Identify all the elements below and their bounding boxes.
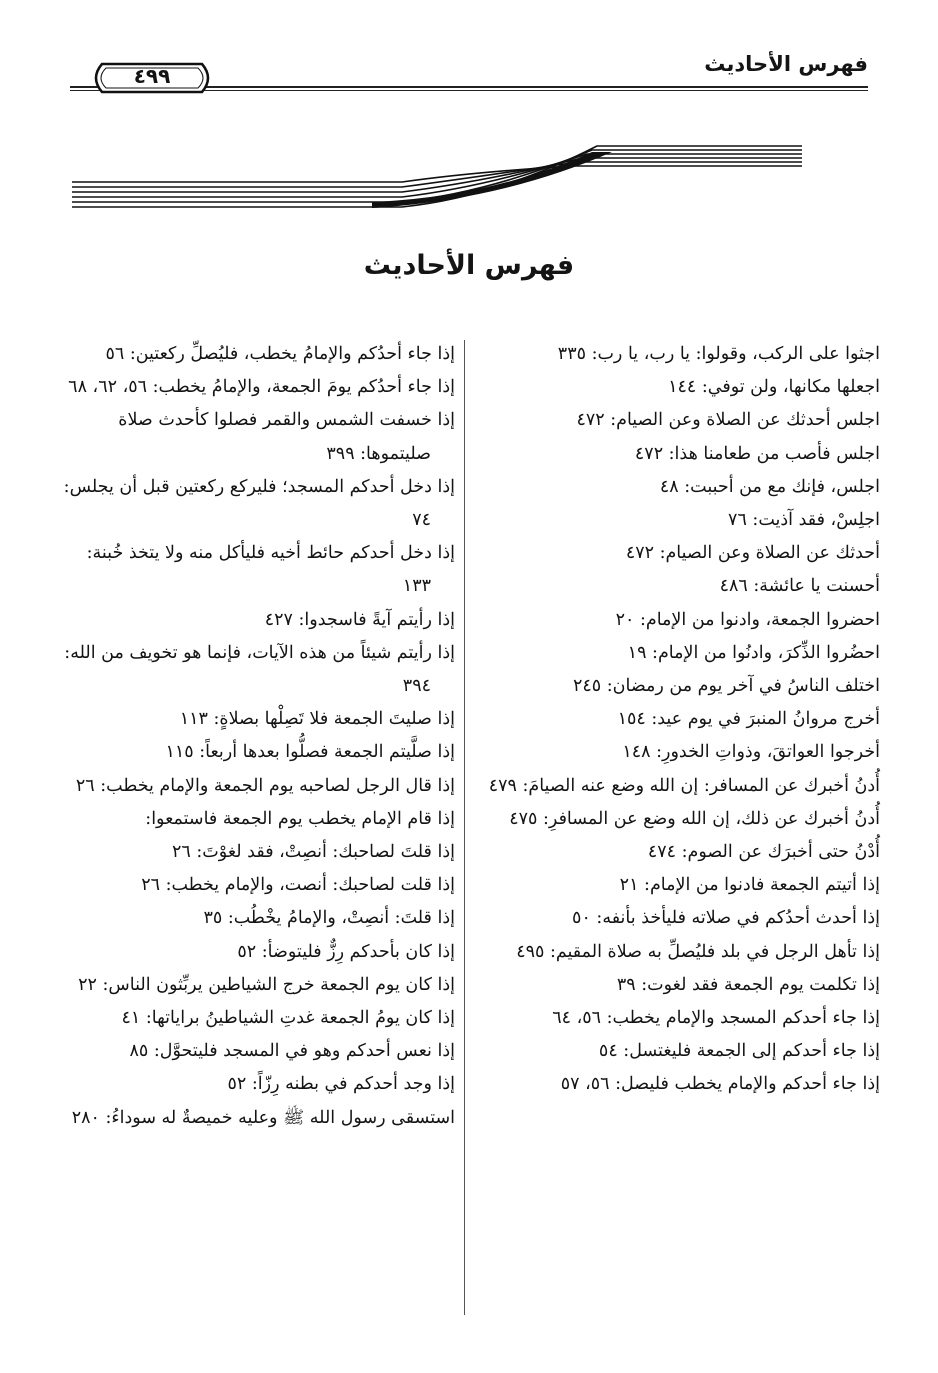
index-entry: إذا نعس أحدكم وهو في المسجد فليتحوَّل: ٨٥ — [129, 1041, 455, 1062]
index-entry: أحدثك عن الصلاة وعن الصيام: ٤٧٢ — [625, 543, 880, 564]
index-column-right — [480, 338, 880, 1102]
index-entry: إذا صليتَ الجمعة فلا تَصِلْها بصلاةٍ: ١١٣ — [179, 709, 455, 730]
page-title: فهرس الأحاديث — [363, 250, 575, 281]
index-entry: إذا جاء أحدكم إلى الجمعة فليغتسل: ٥٤ — [598, 1041, 880, 1062]
index-entry: إذا دخل أحدكم حائط أخيه فليأكل منه ولا يتخذ خُبنة: ١٣٣ — [86, 543, 455, 597]
index-entry: اختلف الناسُ في آخر يوم من رمضان: ٢٤٥ — [573, 676, 880, 697]
index-entry: إذا صلَّيتم الجمعة فصلُّوا بعدها أربعاً: ١١٥ — [165, 742, 455, 763]
page-number-frame — [82, 58, 222, 98]
index-entry: اجلِسْ، فقد آذيت: ٧٦ — [728, 510, 880, 531]
index-entry: إذا قلتَ: أنصِتْ، والإمامُ يخْطُب: ٣٥ — [203, 908, 455, 929]
index-entry: إذا كان يوم الجمعة خرج الشياطين يربِّثون الناس: ٢٢ — [78, 974, 455, 995]
index-entry: أُدنُ أخبرك عن المسافر: إن الله وضع عنه الصيامَ: ٤٧٩ — [488, 775, 880, 796]
index-entry: إذا قال الرجل لصاحبه يوم الجمعة والإمام يخطب: ٢٦ — [75, 775, 455, 796]
index-entry: اجلس أحدثك عن الصلاة وعن الصيام: ٤٧٢ — [576, 410, 880, 431]
index-entry: احضُروا الذِّكرَ، وادنُوا من الإمام: ١٩ — [627, 642, 880, 663]
index-entry: إذا خسفت الشمس والقمر فصلوا كأحدث صلاة صليتموها: ٣٩٩ — [118, 410, 455, 464]
column-divider — [464, 340, 465, 1315]
index-column-left — [55, 338, 455, 1135]
index-entry: اجثوا على الركب، وقولوا: يا رب، يا رب: ٣٣٥ — [557, 344, 880, 364]
index-entry: إذا قلتَ لصاحبك: أنصِتْ، فقد لغوْتَ: ٢٦ — [172, 842, 455, 863]
index-entry: استسقى رسول الله ﷺ وعليه خميصةٌ له سوداءُ: ٢٨٠ — [71, 1107, 455, 1128]
index-entry: إذا وجد أحدكم في بطنه رِزّاً: ٥٢ — [227, 1074, 455, 1095]
index-entry: اجعلها مكانها، ولن توفي: ١٤٤ — [668, 377, 880, 398]
index-entry: اجلس، فإنك مع من أحببت: ٤٨ — [659, 476, 880, 497]
index-entry: إذا جاء أحدكم المسجد والإمام يخطب: ٥٦، ٦٤ — [552, 1008, 880, 1029]
index-entry: إذا تأهل الرجل في بلد فليُصلِّ به صلاة المقيم: ٤٩٥ — [516, 941, 880, 962]
index-entry: إذا أحدث أحدُكم في صلاته فليأخذ بأنفه: ٥٠ — [572, 908, 880, 929]
index-entry: إذا دخل أحدكم المسجد؛ فليركع ركعتين قبل أن يجلس: ٧٤ — [63, 476, 455, 531]
index-entry: أحسنت يا عائشة: ٤٨٦ — [719, 576, 880, 597]
page-number: ٤٩٩ — [133, 64, 171, 88]
index-entry: إذا أتيتم الجمعة فادنوا من الإمام: ٢١ — [619, 875, 880, 896]
index-entry: إذا قام الإمام يخطب يوم الجمعة فاستمعوا: — [145, 808, 455, 829]
index-entry: إذا كان بأحدكم رِزٌّ فليتوضأ: ٥٢ — [237, 941, 455, 962]
index-entry: أُدْنُ حتى أخبرَك عن الصوم: ٤٧٤ — [647, 842, 880, 863]
index-entry: أُدنُ أخبرك عن ذلك، إن الله وضع عن المسافرِ: ٤٧٥ — [509, 808, 880, 829]
index-entry: إذا رأيتم آيةً فاسجدوا: ٤٢٧ — [264, 609, 455, 630]
index-entry: إذا رأيتم شيئاً من هذه الآيات، فإنما هو تخويف من الله: ٣٩٤ — [64, 642, 455, 697]
index-entry: إذا جاء أحدكم والإمام يخطب فليصل: ٥٦، ٥٧ — [560, 1074, 880, 1095]
index-entry: إذا كان يومُ الجمعة غدتِ الشياطينُ براياتها: ٤١ — [121, 1008, 455, 1029]
index-entry: إذا جاء أحدُكم والإمامُ يخطب، فليُصلِّ ركعتين: ٥٦ — [105, 344, 455, 364]
index-entry: أخرج مروانُ المنبرَ في يوم عيد: ١٥٤ — [617, 709, 880, 730]
index-entry: إذا جاء أحدُكم يومَ الجمعة، والإمامُ يخطب: ٥٦، ٦٢، ٦٨ — [68, 377, 455, 398]
index-entry: أخرجوا العواتقَ، وذواتِ الخدورِ: ١٤٨ — [622, 742, 880, 763]
decorative-ornament — [72, 142, 872, 212]
index-entry: اجلس فأصب من طعامنا هذا: ٤٧٢ — [634, 443, 880, 464]
index-entry: إذا قلت لصاحبك: أنصت، والإمام يخطب: ٢٦ — [141, 875, 455, 896]
running-header-title: فهرس الأحاديث — [704, 52, 868, 76]
index-entry: احضروا الجمعة، وادنوا من الإمام: ٢٠ — [615, 609, 880, 630]
index-entry: إذا تكلمت يوم الجمعة فقد لغوت: ٣٩ — [616, 974, 880, 995]
